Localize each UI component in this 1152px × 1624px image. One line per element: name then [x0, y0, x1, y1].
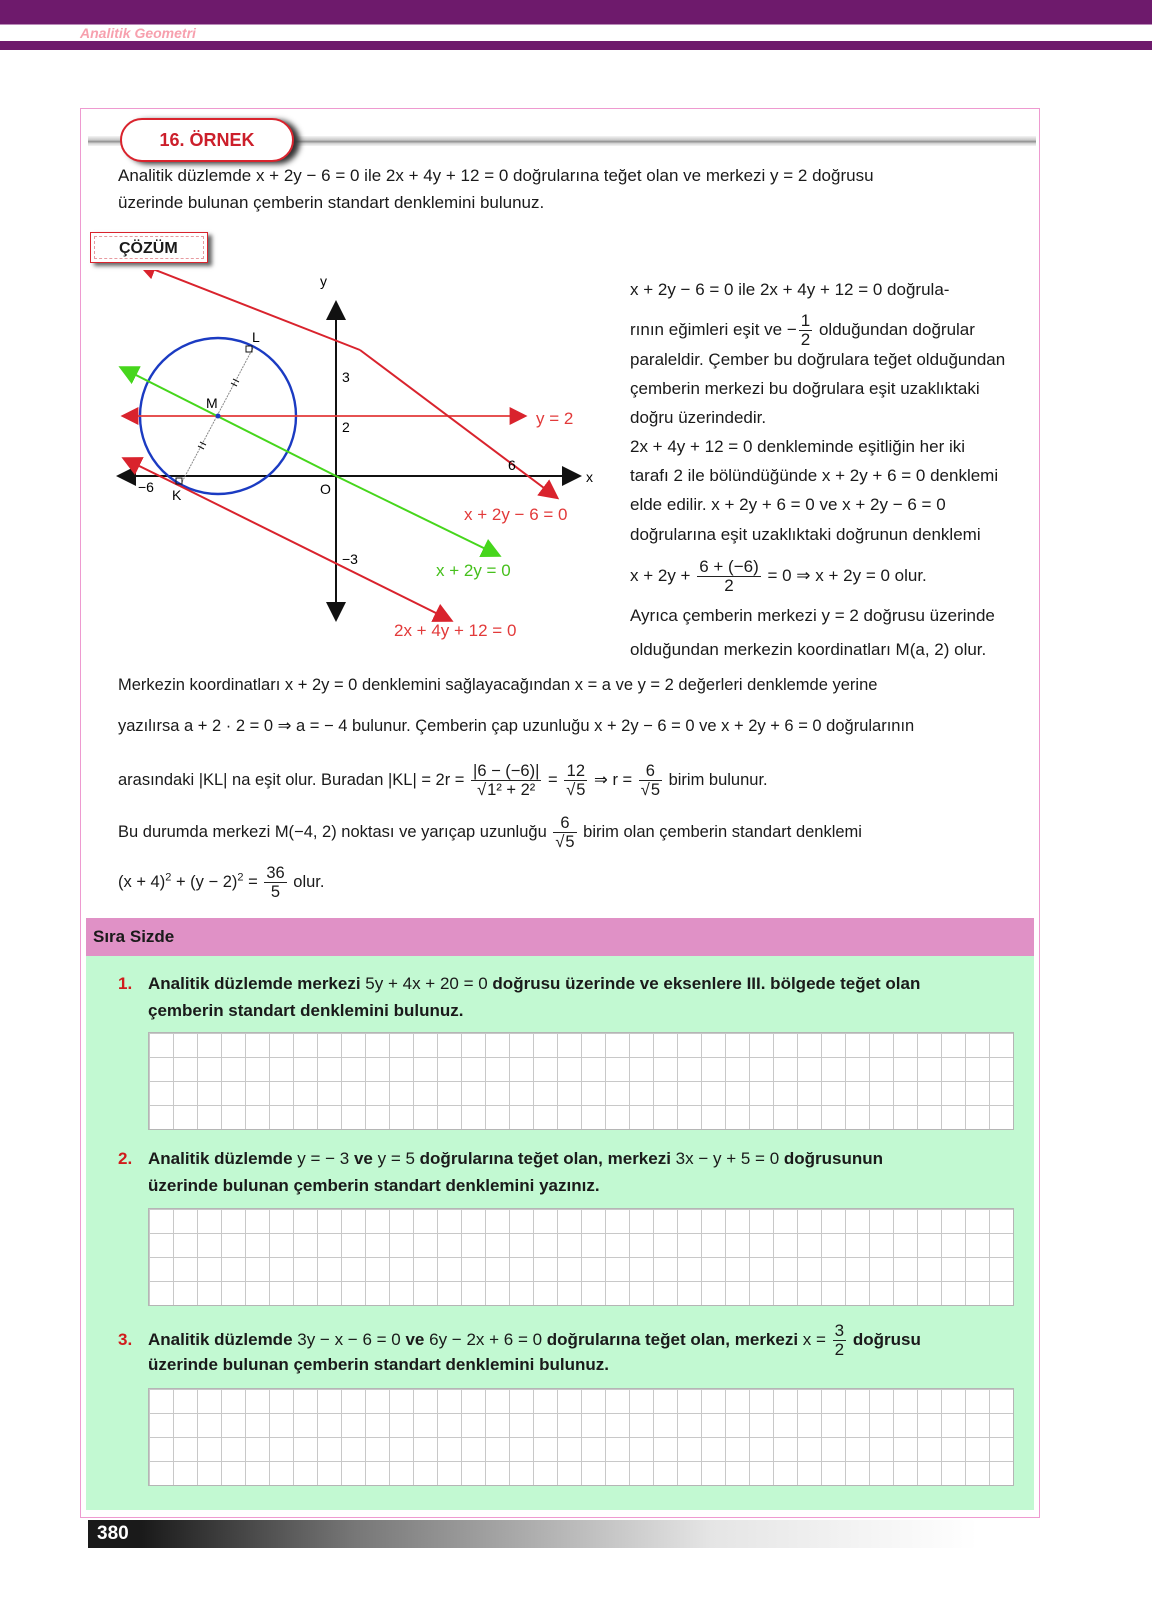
sol-right-line-4: çemberin merkezi bu doğrulara eşit uzaklıktaki [630, 379, 980, 398]
sol-right-line-3: paraleldir. Çember bu doğrulara teğet olduğundan [630, 350, 1006, 369]
frac-den: √5 [566, 781, 586, 799]
page-number: 380 [97, 1523, 129, 1544]
frac-num: 36 [266, 864, 285, 882]
sol-full-line-5 [118, 864, 324, 901]
sol-full-line-3b: birim bulunur. [664, 770, 768, 789]
q-text: Analitik düzlemde [148, 1149, 298, 1168]
exercises-header: Sıra Sizde [86, 918, 1034, 956]
label-line-mid: x + 2y = 0 [436, 561, 511, 580]
q-math: y = − 3 [297, 1149, 350, 1168]
equals: = [543, 770, 563, 789]
frac-den: 2 [724, 576, 734, 595]
sol-full-line-4a: Bu durumda merkezi M(−4, 2) noktası ve yarıçap uzunluğu [118, 822, 552, 841]
q-text: ve [400, 1329, 430, 1349]
q-text: ve [349, 1149, 378, 1168]
label-y2: y = 2 [536, 409, 574, 428]
example-title-badge: 16. ÖRNEK [120, 118, 294, 162]
exercise-number: 1. [118, 974, 133, 993]
sqrt-content: 5 [576, 781, 586, 799]
top-banner [0, 0, 1152, 24]
q-math: x = [802, 1329, 831, 1349]
sol-right-line-11: Ayrıca çemberin merkezi y = 2 doğrusu üzerinde [630, 606, 995, 625]
frac-den: 2 [800, 330, 811, 349]
frac-den: 5 [270, 883, 281, 901]
sol-right-line-8: elde edilir. x + 2y + 6 = 0 ve x + 2y − 6 = 0 [630, 495, 946, 514]
axis-label-x: x [586, 469, 593, 485]
sol-right-line-10a: x + 2y + [630, 565, 696, 585]
sol-full-line-2: yazılırsa a + 2 · 2 = 0 ⇒ a = − 4 bulunur. Çemberin çap uzunluğu x + 2y − 6 = 0 ve x + 2y + 6 = 0 doğrularının [118, 717, 915, 735]
q-text: doğrusunun [779, 1149, 884, 1168]
exponent: 2 [165, 871, 172, 884]
coordinate-figure [100, 270, 600, 640]
sqrt-content: 1² + 2² [487, 781, 536, 799]
sol-right-line-10b: = 0 ⇒ x + 2y = 0 olur. [762, 565, 927, 585]
fraction-midline [697, 558, 761, 595]
q-text: doğrularına teğet olan, merkezi [414, 1149, 676, 1168]
eq-part-b: + (y − 2) [171, 872, 238, 891]
sol-right-line-2b: olduğundan doğrular [814, 319, 975, 339]
eq-part-d: olur. [288, 872, 325, 891]
sol-right-line-2 [630, 312, 975, 349]
frac-num: 6 [553, 814, 576, 833]
q-math: 6y − 2x + 6 = 0 [429, 1329, 543, 1349]
solution-label [90, 232, 208, 263]
eq-equals: = [243, 872, 263, 891]
footer-bar [88, 1520, 978, 1548]
point-L-label: L [252, 329, 260, 345]
sol-full-line-4b: birim olan çemberin standart denklemi [578, 822, 862, 841]
exercise-2 [118, 1145, 883, 1172]
frac-den: √1² + 2² [477, 781, 536, 799]
frac-den: 2 [834, 1340, 845, 1359]
fraction-3-2 [833, 1322, 846, 1359]
sol-right-line-2a: rının eğimleri eşit ve − [630, 319, 797, 339]
sol-full-line-3a: arasındaki |KL| na eşit olur. Buradan |KL| = 2r = [118, 770, 470, 789]
label-line-upper: x + 2y − 6 = 0 [464, 505, 568, 524]
q-math: y = 5 [377, 1149, 415, 1168]
frac-num: 1 [800, 311, 811, 330]
chapter-title: Analitik Geometri [80, 25, 196, 41]
eq-part-a: (x + 4) [118, 872, 166, 891]
center-point [216, 414, 221, 419]
exercise-number: 2. [118, 1149, 133, 1168]
q-text: doğrularına teğet olan, merkezi [542, 1329, 803, 1349]
line-tangent-upper [140, 270, 360, 350]
exercise-number: 3. [118, 1329, 133, 1349]
q-math: 5y + 4x + 20 = 0 [365, 974, 488, 993]
q-math: 3y − x − 6 = 0 [297, 1329, 401, 1349]
fraction-12-root5 [564, 762, 587, 799]
label-line-lower: 2x + 4y + 12 = 0 [394, 621, 517, 640]
solution-label-text: ÇÖZÜM [119, 240, 178, 257]
header-bar [0, 41, 1152, 50]
frac-num: 6 + (−6) [699, 557, 759, 576]
fraction-6-root5 [639, 762, 662, 799]
sqrt-content: 5 [650, 781, 660, 799]
frac-den: √5 [640, 781, 660, 799]
frac-num: 6 [639, 762, 662, 781]
sol-right-line-7: tarafı 2 ile bölündüğünde x + 2y + 6 = 0 denklemi [630, 466, 999, 485]
origin-label: O [320, 481, 331, 497]
sol-right-line-6: 2x + 4y + 12 = 0 denkleminde eşitliğin her iki [630, 437, 966, 456]
frac-num: 3 [834, 1321, 845, 1340]
q-text: doğrusu [848, 1329, 921, 1349]
sol-right-line-9: doğrularına eşit uzaklıktaki doğrunun denklemi [630, 525, 981, 544]
line-tangent-lower-right [180, 486, 450, 620]
sol-full-line-1: Merkezin koordinatları x + 2y = 0 denklemini sağlayacağından x = a ve y = 2 değerleri denklemde yerine [118, 676, 878, 694]
exponent: 2 [237, 871, 244, 884]
problem-line-2: üzerinde bulunan çemberin standart denklemini bulunuz. [118, 193, 545, 212]
exercise-2-line-2: üzerinde bulunan çemberin standart denklemini yazınız. [148, 1176, 600, 1195]
problem-line-1: Analitik düzlemde x + 2y − 6 = 0 ile 2x + 4y + 12 = 0 doğrularına teğet olan ve merkezi y = 2 doğrusu [118, 166, 874, 185]
frac-num: 12 [564, 762, 587, 781]
sol-full-line-3 [118, 762, 768, 799]
axis-label-y: y [320, 273, 327, 289]
sol-right-line-5: doğru üzerindedir. [630, 408, 767, 427]
q-text: Analitik düzlemde [148, 1329, 298, 1349]
tick-y-neg3: −3 [342, 551, 358, 567]
sqrt-content: 5 [565, 833, 575, 851]
q-text: Analitik düzlemde merkezi [148, 974, 366, 993]
sol-right-line-1: x + 2y − 6 = 0 ile 2x + 4y + 12 = 0 doğrula- [630, 280, 950, 299]
frac-num: |6 − (−6)| [473, 762, 540, 780]
fraction-36-5 [264, 864, 286, 901]
sol-right-line-10 [630, 558, 927, 595]
sol-right-line-12: olduğundan merkezin koordinatları M(a, 2) olur. [630, 640, 987, 659]
answer-grid-2[interactable] [148, 1208, 1014, 1306]
point-K-label: K [172, 487, 182, 503]
tick-x-neg6: −6 [138, 479, 154, 495]
implies-r: ⇒ r = [589, 770, 637, 789]
tick-mark-lower [198, 442, 206, 449]
fraction-one-half [799, 312, 812, 349]
line-tangent-upper-right [360, 350, 556, 497]
q-math: 3x − y + 5 = 0 [675, 1149, 780, 1168]
tick-x-6: 6 [508, 457, 516, 473]
fraction-radius [553, 814, 576, 851]
answer-grid-1[interactable] [148, 1032, 1014, 1130]
exercise-1 [118, 970, 920, 997]
fraction-distance [471, 762, 541, 799]
tick-y-3: 3 [342, 369, 350, 385]
exercise-3-line-2: üzerinde bulunan çemberin standart denklemini bulunuz. [148, 1355, 609, 1374]
exercise-1-line-2: çemberin standart denklemini bulunuz. [148, 1001, 464, 1020]
sol-full-line-4 [118, 814, 862, 851]
answer-grid-3[interactable] [148, 1388, 1014, 1486]
tick-y-2: 2 [342, 419, 350, 435]
point-M-label: M [206, 395, 218, 411]
q-text: doğrusu üzerinde ve eksenlere III. bölgede teğet olan [487, 974, 921, 993]
frac-den: √5 [555, 833, 575, 851]
